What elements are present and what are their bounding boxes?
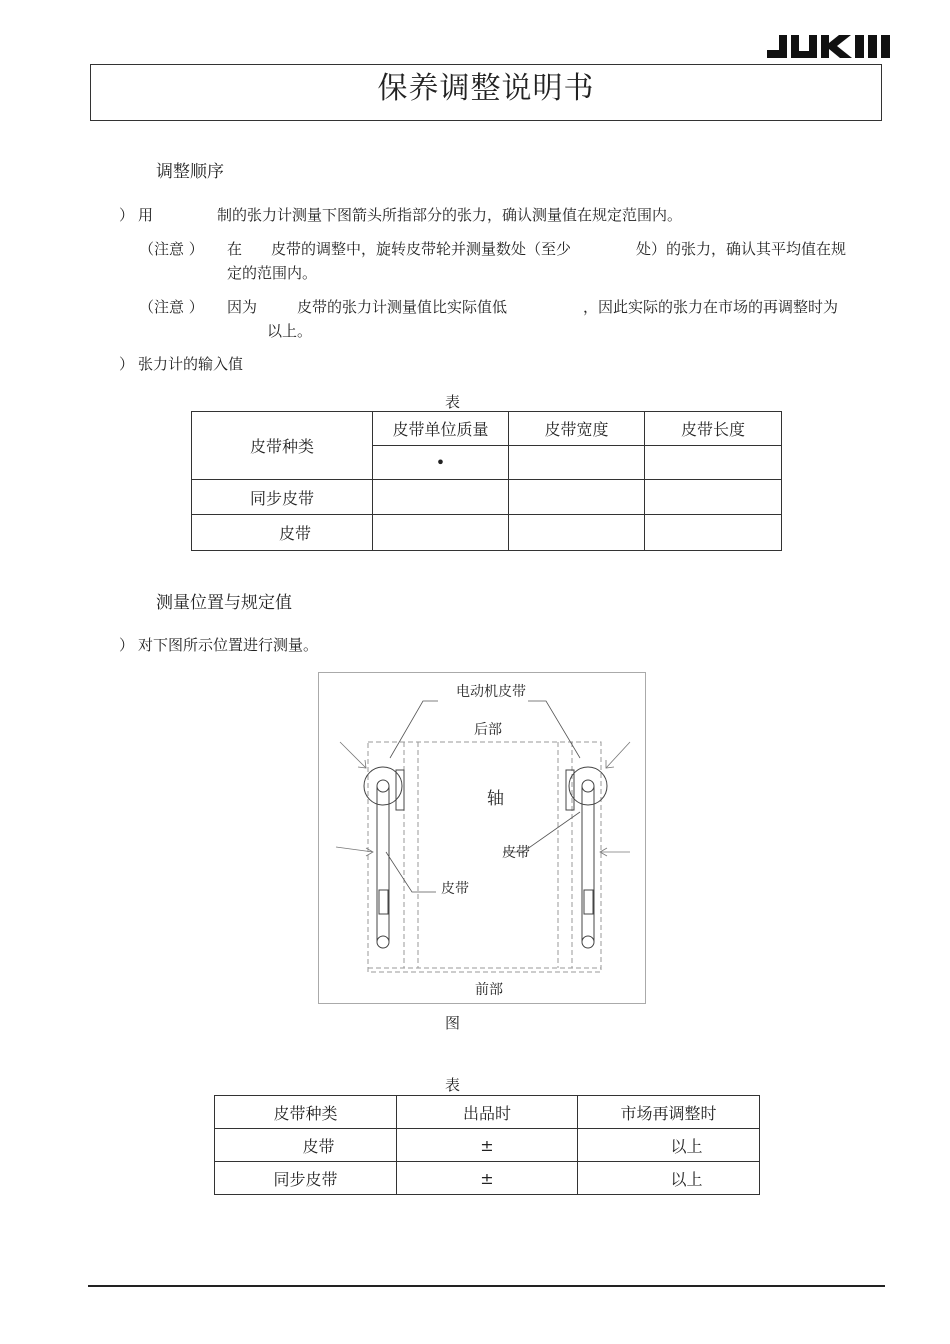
table1-cell <box>645 480 782 515</box>
table2-header-belt-type: 皮带种类 <box>215 1096 397 1129</box>
item2-text: 张力计的输入值 <box>138 355 244 373</box>
note1-text-line2: 定的范围内。 <box>227 264 318 282</box>
table1-header-width: 皮带宽度 <box>509 412 645 446</box>
table1-cell <box>509 515 645 551</box>
note2-text-b: 皮带的张力计测量值比实际值低 <box>297 298 508 316</box>
table1-unit-mass: • <box>373 446 509 480</box>
note2-label: （注意 ） <box>139 298 204 316</box>
table1-header-length: 皮带长度 <box>645 412 782 446</box>
item1-text-b: 制的张力计测量下图箭头所指部分的张力，确认测量值在规定范围内。 <box>217 206 683 224</box>
table1-caption: 表 <box>445 393 461 411</box>
table-row <box>192 515 782 551</box>
table1-cell: 同步皮带 <box>192 480 373 515</box>
label-belt-right: 皮带 <box>502 845 530 861</box>
note1-text-c: 处）的张力，确认其平均值在规 <box>636 240 847 258</box>
table1-header-belt-type: 皮带种类 <box>192 412 373 480</box>
tension-meter-input-table <box>191 411 782 551</box>
leader-motor-belt-left <box>390 701 438 758</box>
table1-cell: 皮带 <box>192 515 373 551</box>
table2-cell: 以上 <box>578 1129 760 1162</box>
note2-text-line2: 以上。 <box>267 322 313 340</box>
table-row <box>215 1162 760 1195</box>
measurement-arrows <box>336 742 630 856</box>
tension-spec-table <box>214 1095 760 1195</box>
footer-rule <box>88 1285 885 1287</box>
document-title: 保养调整说明书 <box>377 71 595 106</box>
left-belt-assembly <box>364 767 404 948</box>
table2-cell: 同步皮带 <box>215 1162 397 1195</box>
table2-cell: ± <box>397 1162 578 1195</box>
label-motor-belt: 电动机皮带 <box>456 684 526 700</box>
table2-cell: 皮带 <box>215 1129 397 1162</box>
leader-belt-left <box>386 852 436 892</box>
table1-cell <box>373 515 509 551</box>
label-belt-left: 皮带 <box>441 881 469 897</box>
table1-unit-length <box>645 446 782 480</box>
section2-item1-text: 对下图所示位置进行测量。 <box>138 636 319 654</box>
juki-logo <box>765 33 901 58</box>
right-lower-pulley <box>582 936 594 948</box>
table1-unit-width <box>509 446 645 480</box>
leader-motor-belt-right <box>528 701 580 758</box>
table1-cell <box>373 480 509 515</box>
table1-header-unit-mass: 皮带单位质量 <box>373 412 509 446</box>
label-front: 前部 <box>475 982 503 998</box>
table2-caption: 表 <box>445 1076 461 1094</box>
figure-caption: 图 <box>445 1014 461 1032</box>
item1-text-a: 用 <box>138 206 154 224</box>
table-row <box>192 480 782 515</box>
note2-text-a: 因为 <box>227 298 258 316</box>
left-lower-pulley <box>377 936 389 948</box>
document-title-box <box>90 64 882 121</box>
table2-cell: 以上 <box>578 1162 760 1195</box>
section-heading-measurement-position: 测量位置与规定值 <box>156 593 292 613</box>
note1-text-a: 在 <box>227 240 243 258</box>
table2-cell: ± <box>397 1129 578 1162</box>
note1-label: （注意 ） <box>139 240 204 258</box>
note2-text-c: ，因此实际的张力在市场的再调整时为 <box>583 298 839 316</box>
item-marker: ） <box>119 355 135 373</box>
label-rear: 后部 <box>474 722 502 738</box>
table2-header-at-shipment: 出品时 <box>397 1096 578 1129</box>
belt-diagram <box>318 672 646 1004</box>
item-marker: ） <box>119 206 135 224</box>
note1-text-b: 皮带的调整中，旋转皮带轮并测量数处（至少 <box>271 240 572 258</box>
label-shaft: 轴 <box>487 789 504 809</box>
item-marker: ） <box>119 636 135 654</box>
table1-cell <box>509 480 645 515</box>
table2-header-market-readjust: 市场再调整时 <box>578 1096 760 1129</box>
table-row <box>215 1129 760 1162</box>
section-heading-adjustment-procedure: 调整顺序 <box>156 162 224 182</box>
table1-cell <box>645 515 782 551</box>
